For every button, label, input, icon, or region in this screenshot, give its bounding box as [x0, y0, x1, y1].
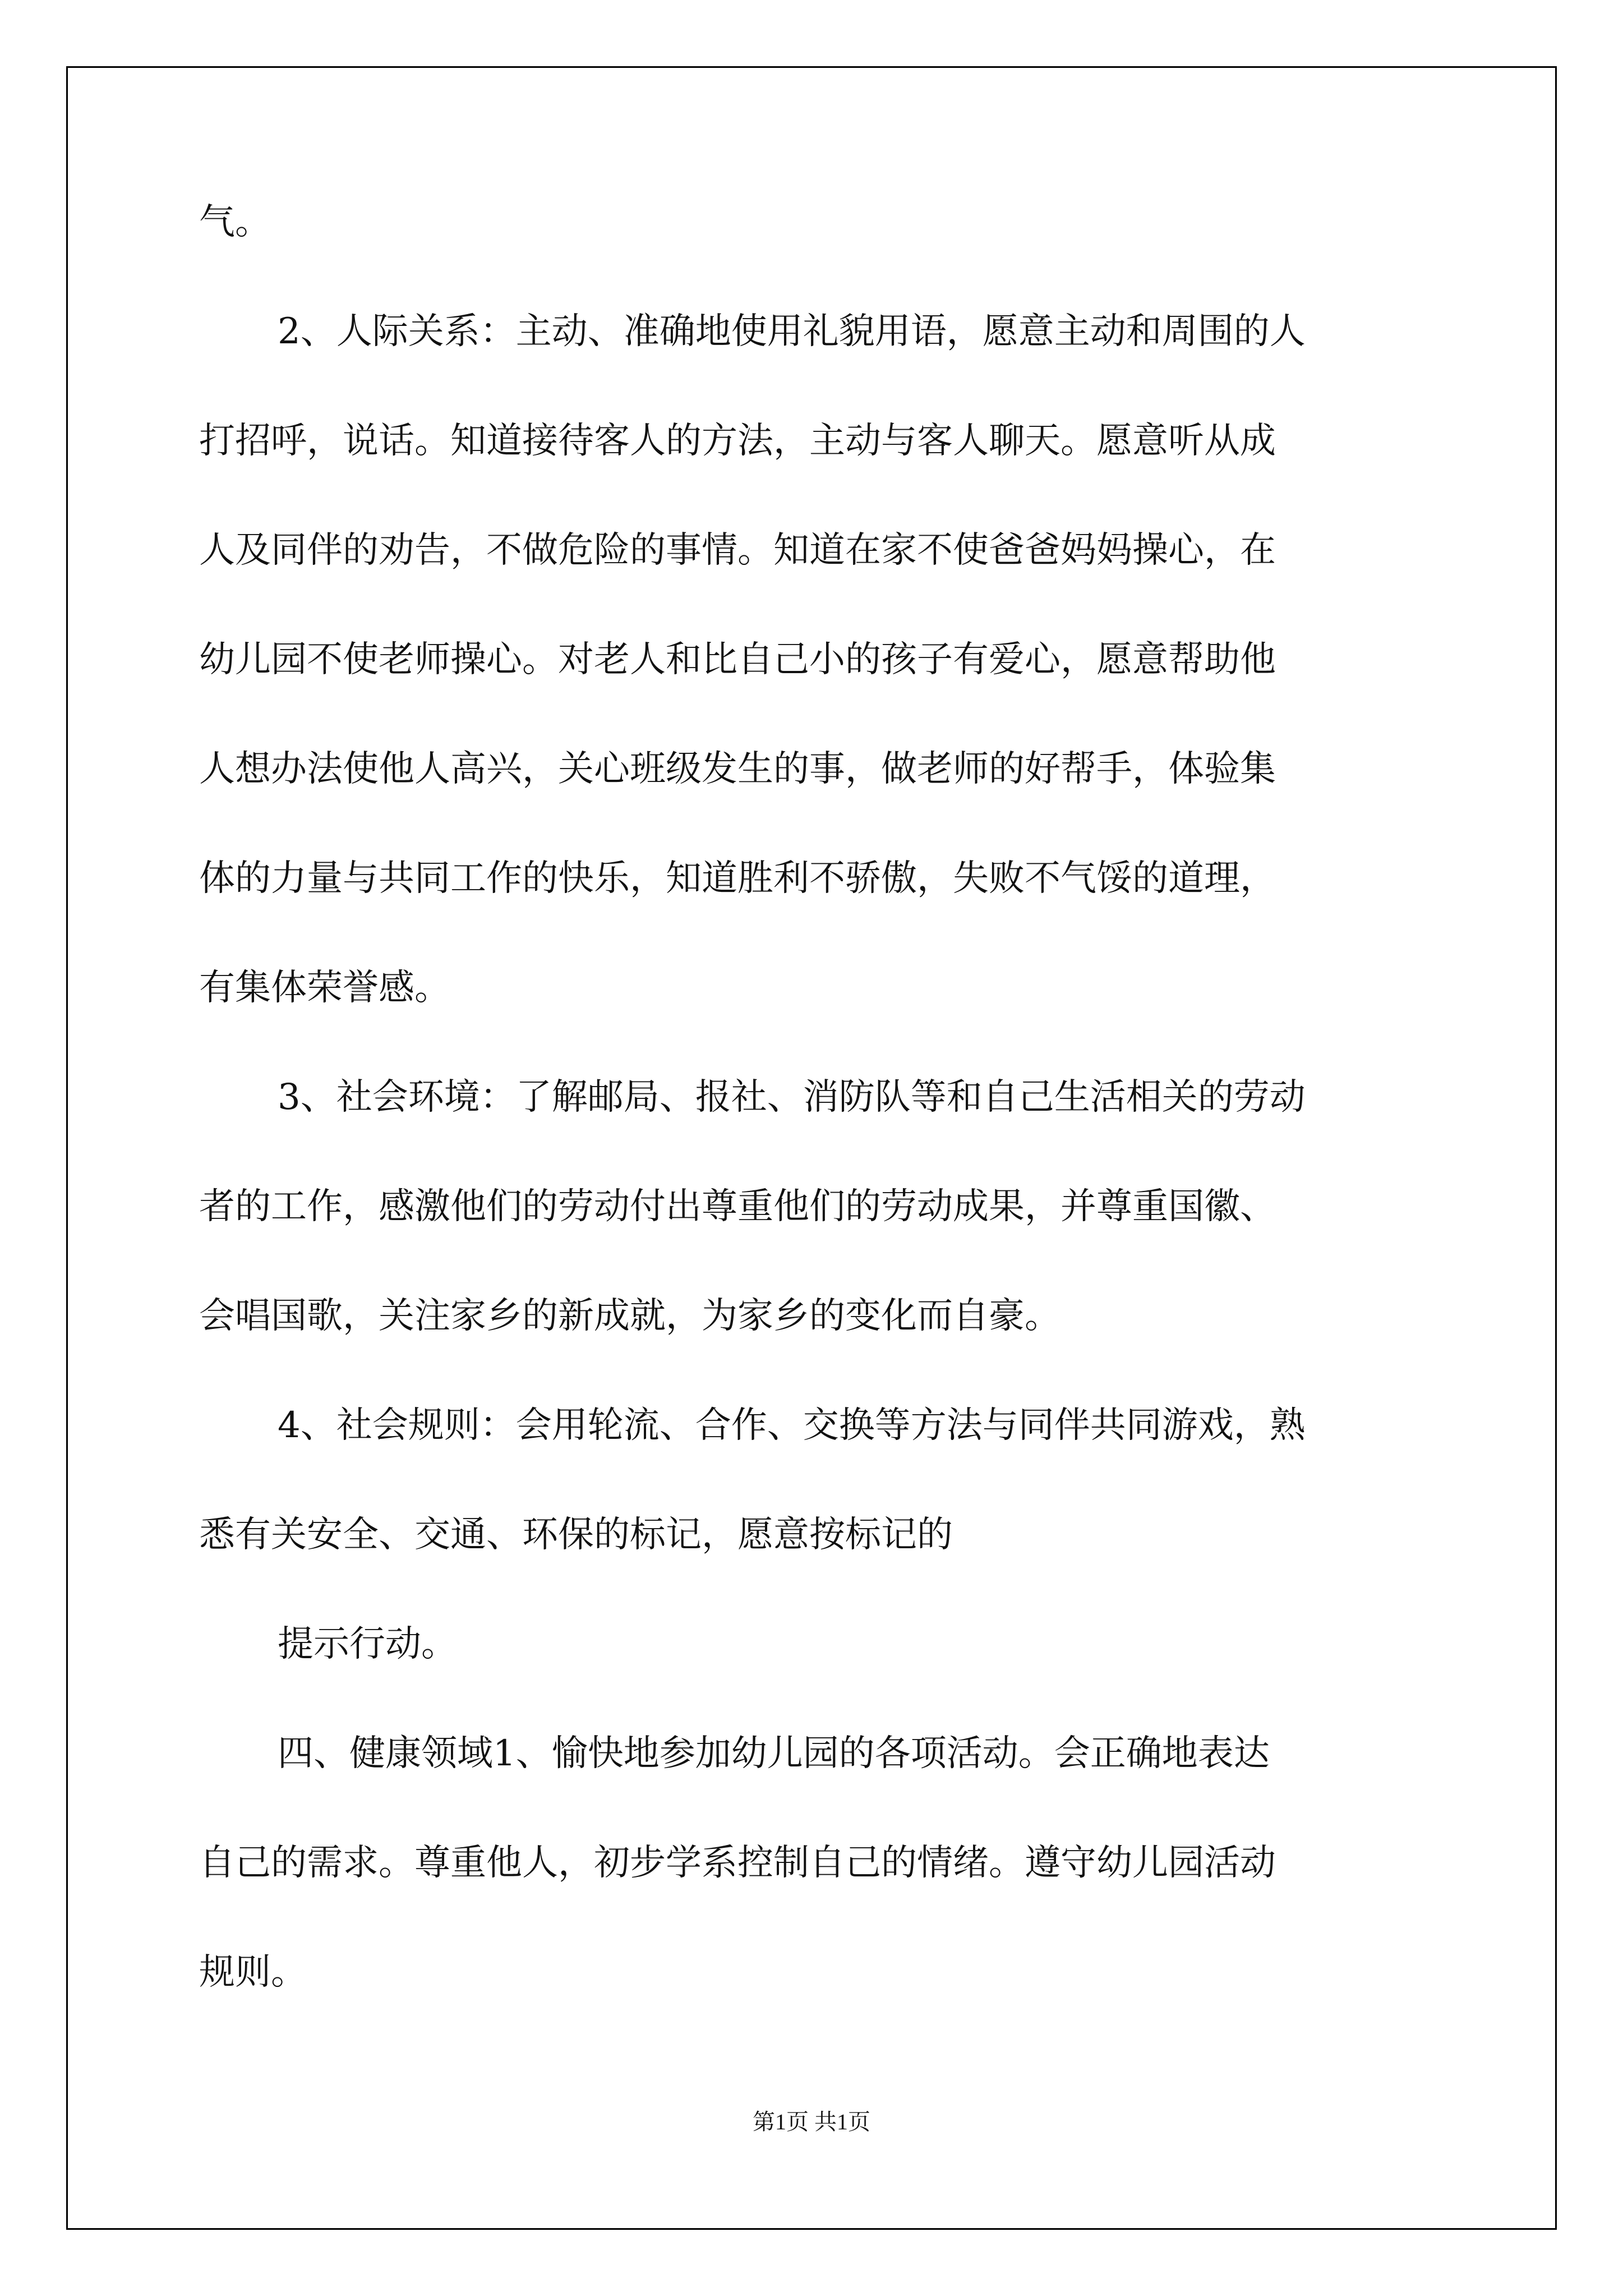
text-line-5: 幼儿园不使老师操心。对老人和比自己小的孩子有爱心，愿意帮助他	[199, 639, 1276, 680]
text-line-9: 3、社会环境：了解邮局、报社、消防队等和自己生活相关的劳动	[278, 1076, 1306, 1118]
text-line-11: 会唱国歌，关注家乡的新成就，为家乡的变化而自豪。	[199, 1295, 1061, 1337]
text-line-16: 自己的需求。尊重他人，初步学系控制自己的情绪。遵守幼儿园活动	[199, 1842, 1276, 1884]
text-line-1: 气。	[199, 201, 271, 243]
text-line-15: 四、健康领域1、愉快地参加幼儿园的各项活动。会正确地表达	[278, 1733, 1270, 1774]
text-line-6: 人想办法使他人高兴，关心班级发生的事，做老师的好帮手，体验集	[199, 748, 1276, 790]
text-line-7: 体的力量与共同工作的快乐，知道胜利不骄傲，失败不气馁的道理，	[199, 858, 1276, 899]
text-line-17: 规则。	[199, 1952, 307, 1993]
text-line-14: 提示行动。	[278, 1623, 457, 1665]
text-line-3: 打招呼，说话。知道接待客人的方法，主动与客人聊天。愿意听从成	[199, 420, 1276, 462]
text-line-8: 有集体荣誉感。	[199, 967, 450, 1009]
page-number-footer: 第1页 共1页	[753, 2109, 870, 2134]
text-line-12: 4、社会规则：会用轮流、合作、交换等方法与同伴共同游戏，熟	[278, 1405, 1306, 1446]
text-line-10: 者的工作，感激他们的劳动付出尊重他们的劳动成果，并尊重国徽、	[199, 1186, 1276, 1227]
text-line-2: 2、人际关系：主动、准确地使用礼貌用语，愿意主动和周围的人	[278, 311, 1306, 352]
text-line-13: 悉有关安全、交通、环保的标记，愿意按标记的	[199, 1514, 953, 1556]
text-line-4: 人及同伴的劝告，不做危险的事情。知道在家不使爸爸妈妈操心，在	[199, 530, 1276, 571]
